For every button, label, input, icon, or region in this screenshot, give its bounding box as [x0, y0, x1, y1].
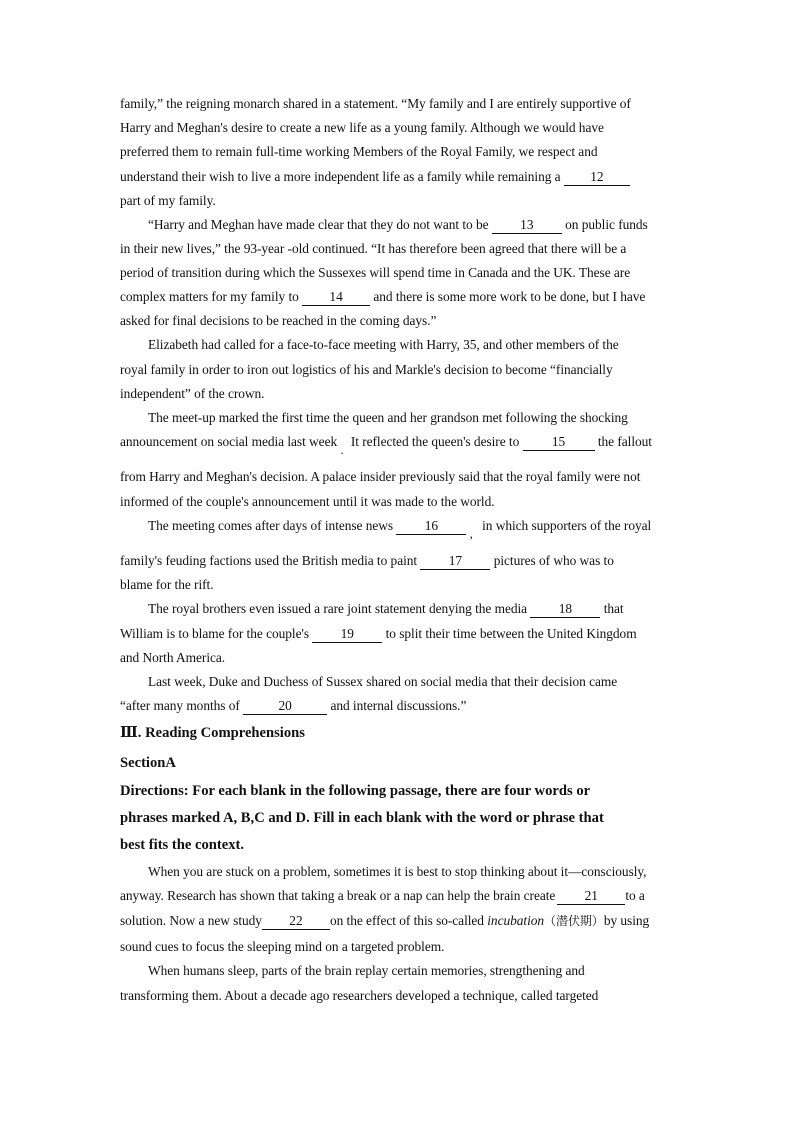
text-segment: solution. Now a new study: [120, 913, 262, 928]
directions-line: phrases marked A, B,C and D. Fill in each blank with the word or phrase that: [120, 810, 604, 826]
text-segment: and there is some more work to be done, but I have: [373, 289, 646, 304]
text-segment: that: [603, 601, 624, 616]
text-segment: It reflected the queen's desire to: [350, 434, 520, 449]
chinese-gloss: （潜伏期）: [544, 914, 604, 928]
text-line: When you are stuck on a problem, sometimes it is best to stop thinking about it—consciously,: [148, 864, 647, 879]
text-line: The meet-up marked the first time the queen and her grandson met following the shocking: [148, 410, 628, 425]
text-line: [120, 626, 637, 643]
text-segment: William is to blame for the couple's: [120, 626, 309, 641]
text-line: from Harry and Meghan's decision. A palace insider previously said that the royal family were not: [120, 469, 641, 484]
text-segment: to split their time between the United Kingdom: [385, 626, 637, 641]
text-line: independent” of the crown.: [120, 386, 265, 401]
text-segment: on the effect of this so-called: [329, 913, 484, 928]
text-line: in their new lives,” the 93-year -old continued. “It has therefore been agreed that there will be a: [120, 241, 627, 256]
text-line: [148, 217, 648, 234]
text-segment: anyway. Research has shown that taking a break or a nap can help the brain create: [120, 888, 556, 903]
directions-line: Directions: For each blank in the following passage, there are four words or: [120, 783, 591, 799]
directions-line: best fits the context.: [120, 837, 245, 853]
text-line: royal family in order to iron out logistics of his and Markle's decision to become “financially: [120, 362, 613, 377]
blank-20[interactable]: 20: [243, 699, 327, 715]
text-segment: by using: [603, 913, 650, 928]
blank-17[interactable]: 17: [420, 554, 490, 570]
text-line: When humans sleep, parts of the brain replay certain memories, strengthening and: [148, 963, 585, 978]
section-a-heading: SectionA: [120, 755, 176, 771]
text-line: Elizabeth had called for a face-to-face meeting with Harry, 35, and other members of the: [148, 337, 619, 352]
text-segment: understand their wish to live a more independent life as a family while remaining a: [120, 169, 561, 184]
text-segment: “after many months of: [120, 698, 240, 713]
text-segment: in which supporters of the royal: [482, 518, 652, 533]
text-segment: family's feuding factions used the British media to paint: [120, 553, 418, 568]
text-line: [120, 913, 649, 930]
text-line: [120, 289, 645, 306]
text-segment: The royal brothers even issued a rare joint statement denying the media: [148, 601, 528, 616]
text-line: [148, 601, 624, 618]
text-line: informed of the couple's announcement until it was made to the world.: [120, 494, 495, 509]
text-line: sound cues to focus the sleeping mind on a targeted problem.: [120, 939, 445, 954]
text-line: Last week, Duke and Duchess of Sussex shared on social media that their decision came: [148, 674, 618, 689]
text-line: and North America.: [120, 650, 226, 665]
blank-16[interactable]: 16: [396, 519, 466, 535]
blank-13[interactable]: 13: [492, 218, 562, 234]
text-line: [120, 553, 614, 570]
blank-19[interactable]: 19: [312, 627, 382, 643]
text-line: Harry and Meghan's desire to create a new life as a young family. Although we would have: [120, 120, 604, 135]
text-line: part of my family.: [120, 193, 216, 208]
blank-14[interactable]: 14: [302, 290, 370, 306]
blank-12[interactable]: 12: [564, 170, 630, 186]
text-line: asked for final decisions to be reached in the coming days.”: [120, 313, 437, 328]
text-segment: and internal discussions.”: [330, 698, 467, 713]
text-segment: the fallout: [597, 434, 652, 449]
italic-term: incubation: [487, 913, 545, 928]
text-segment: announcement on social media last week: [120, 434, 338, 449]
blank-18[interactable]: 18: [530, 602, 600, 618]
text-segment: on public funds: [565, 217, 648, 232]
text-line: announcement on social media last week . It reflected the queen's desire to 15 the fallout: [120, 434, 652, 457]
text-line: period of transition during which the Sussexes will spend time in Canada and the UK. These are: [120, 265, 631, 280]
text-line: [120, 698, 466, 715]
section-heading: Ⅲ. Reading Comprehensions: [120, 725, 305, 741]
blank-22[interactable]: 22: [262, 914, 330, 930]
text-segment: to a: [625, 888, 645, 903]
blank-21[interactable]: 21: [557, 889, 625, 905]
blank-15[interactable]: 15: [523, 435, 595, 451]
text-line: family,” the reigning monarch shared in a statement. “My family and I are entirely supportive of: [120, 96, 631, 111]
text-segment: The meeting comes after days of intense news: [148, 518, 394, 533]
text-line: [120, 169, 630, 186]
text-segment: pictures of who was to: [493, 553, 614, 568]
text-segment: “Harry and Meghan have made clear that they do not want to be: [148, 217, 489, 232]
text-line: blame for the rift.: [120, 577, 214, 592]
text-line: transforming them. About a decade ago researchers developed a technique, called targeted: [120, 988, 599, 1003]
text-line: The meeting comes after days of intense news 16 , in which supporters of the royal: [148, 518, 652, 541]
text-line: [120, 888, 645, 905]
text-line: preferred them to remain full-time working Members of the Royal Family, we respect and: [120, 144, 598, 159]
text-segment: complex matters for my family to: [120, 289, 299, 304]
